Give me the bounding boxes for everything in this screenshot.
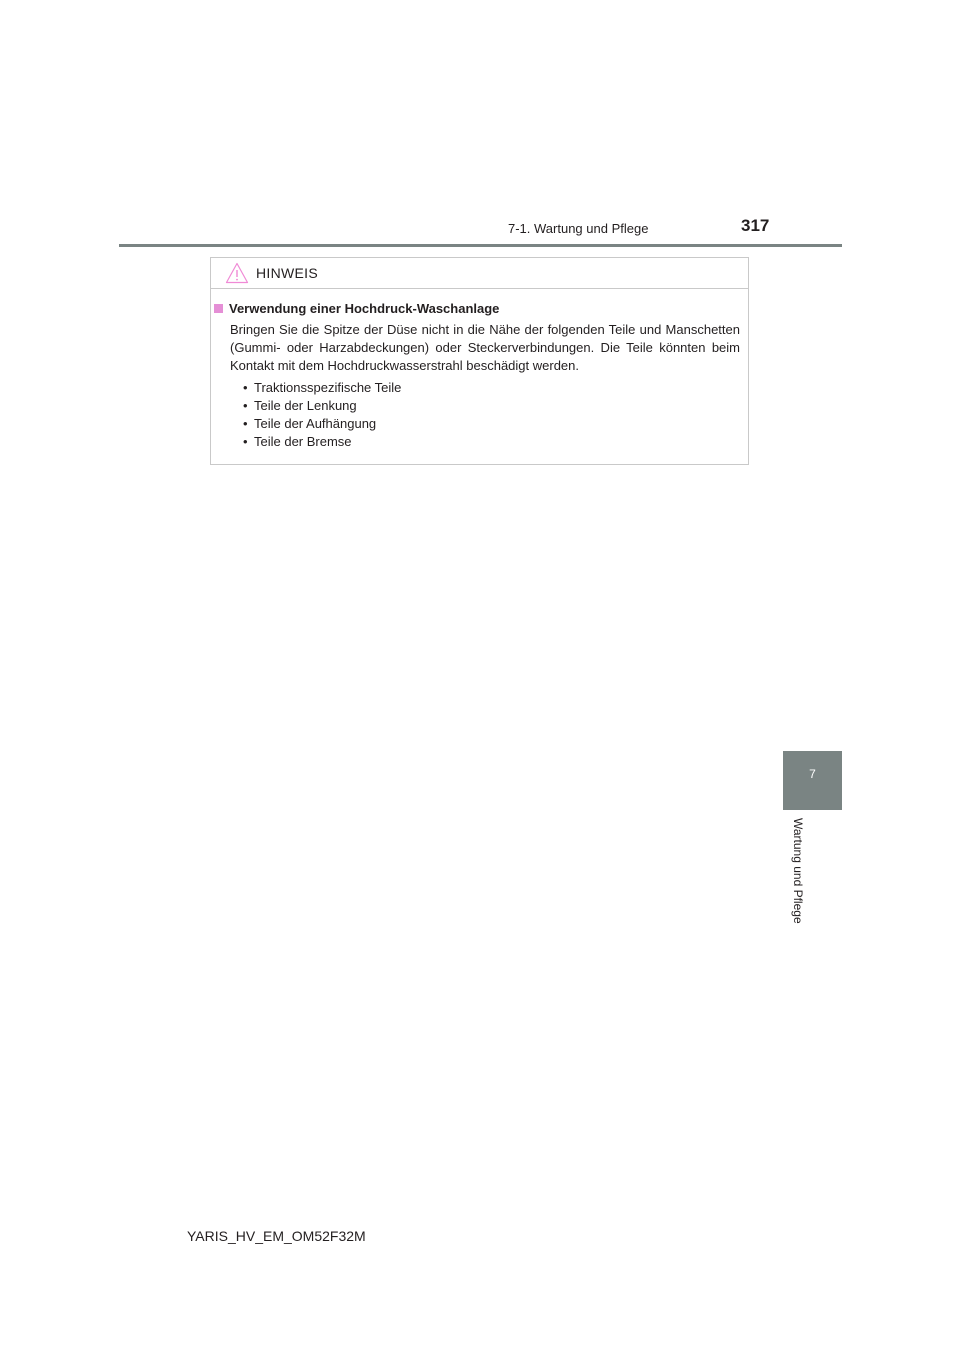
- section-title: 7-1. Wartung und Pflege: [508, 221, 649, 236]
- notice-subheading: [214, 301, 499, 316]
- document-code: YARIS_HV_EM_OM52F32M: [187, 1228, 366, 1244]
- page-number: 317: [741, 216, 770, 235]
- list-item-text: Teile der Bremse: [254, 434, 352, 449]
- list-item: • Traktionsspezifische Teile: [243, 380, 402, 395]
- warning-triangle-icon: [225, 262, 249, 284]
- notice-title: HINWEIS: [256, 265, 318, 281]
- header-divider: [119, 244, 842, 247]
- list-item-text: Traktionsspezifische Teile: [254, 380, 402, 395]
- list-item: • Teile der Bremse: [243, 434, 352, 449]
- square-bullet-icon: [214, 304, 223, 313]
- chapter-label: Wartung und Pflege: [791, 818, 805, 924]
- list-item: • Teile der Aufhängung: [243, 416, 377, 431]
- list-item: • Teile der Lenkung: [243, 398, 357, 413]
- notice-box: [210, 257, 749, 465]
- list-item-text: Teile der Lenkung: [254, 398, 357, 413]
- notice-bullet-list: [243, 379, 401, 451]
- list-item-text: Teile der Aufhängung: [254, 416, 377, 431]
- chapter-tab: [783, 751, 842, 810]
- notice-paragraph: Bringen Sie die Spitze der Düse nicht in die Nähe der folgenden Teile und Manschetten (Gummi- oder Harzabdeckungen) oder Steckerverbindungen. Die Teile könnten beim Kontakt mit dem Hochdruckwasserstrahl beschädigt werden.: [230, 322, 740, 373]
- chapter-number: 7: [809, 767, 816, 781]
- notice-header: [211, 258, 748, 289]
- notice-subheading-text: Verwendung einer Hochdruck-Waschanlage: [229, 301, 500, 316]
